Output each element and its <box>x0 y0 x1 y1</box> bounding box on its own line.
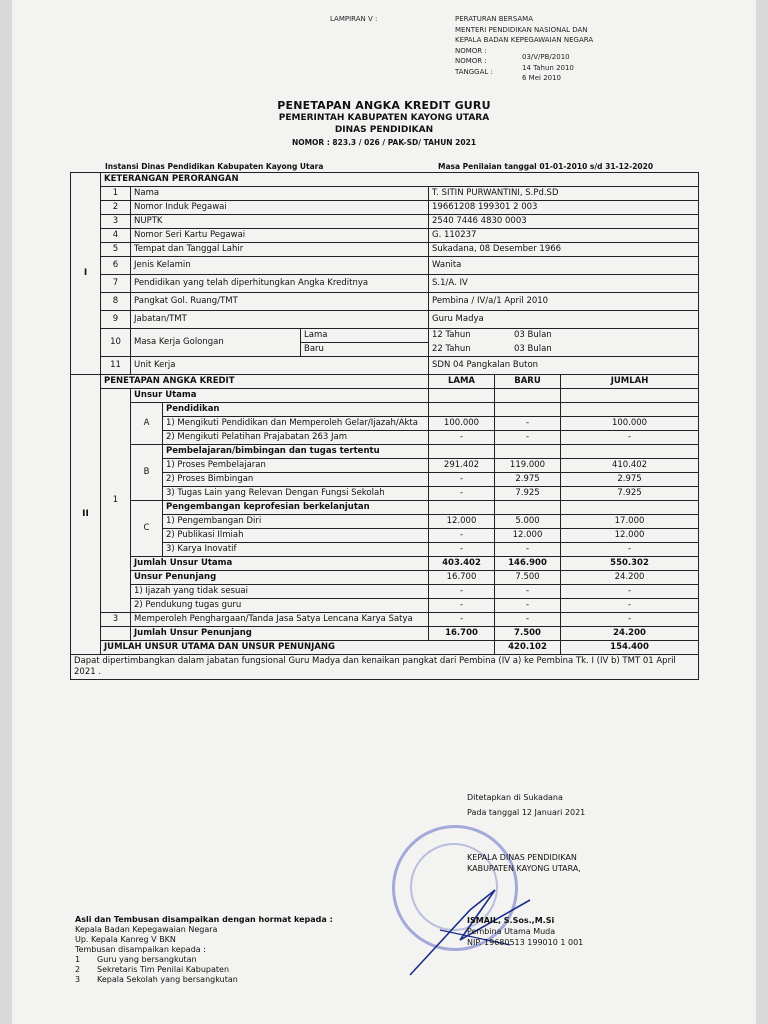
signer-name: ISMAIL, S.Sos.,M.Si <box>467 916 555 925</box>
table-row: 4 Nomor Seri Kartu Pegawai G. 110237 <box>71 229 699 243</box>
doc-number: NOMOR : 823.3 / 026 / PAK-SD/ TAHUN 2021 <box>291 138 477 147</box>
table-row-jumlah-utama: Jumlah Unsur Utama 403.402 146.900 550.302 <box>71 557 699 571</box>
section1-heading-row <box>71 173 699 187</box>
table-row: C Pengembangan keprofesian berkelanjutan <box>71 501 699 515</box>
table-row-note <box>71 655 699 680</box>
list-item: 1 Guru yang bersangkutan <box>75 955 197 964</box>
table-row: 2) Publikasi Ilmiah - 12.000 12.000 <box>71 529 699 543</box>
section1-heading: KETERANGAN PERORANGAN <box>101 173 699 187</box>
table-row: 2 Nomor Induk Pegawai 19661208 199301 2 003 <box>71 201 699 215</box>
doc-subtitle-dept: DINAS PENDIDIKAN <box>334 125 434 135</box>
sign-place: Ditetapkan di Sukadana <box>467 793 563 802</box>
table-row: 2) Proses Bimbingan - 2.975 2.975 <box>71 473 699 487</box>
table-row-masa-kerja-baru: Baru 22 Tahun 03 Bulan <box>71 343 699 357</box>
signer-nip: NIP. 19680513 199010 1 001 <box>467 938 584 947</box>
table-row-jumlah-penunjang: Jumlah Unsur Penunjang 16.700 7.500 24.200 <box>71 627 699 641</box>
table-row-masa-kerja-lama: 10 Masa Kerja Golongan Lama 12 Tahun 03 Bulan <box>71 329 699 343</box>
table-row: 8 Pangkat Gol. Ruang/TMT Pembina / IV/a/1 April 2010 <box>71 293 699 311</box>
table-row: 1) Proses Pembelajaran 291.402 119.000 410.402 <box>71 459 699 473</box>
doc-subtitle-gov: PEMERINTAH KABUPATEN KAYONG UTARA <box>278 113 490 123</box>
distribution-list: Asli dan Tembusan disampaikan dengan hormat kepada : Kepala Badan Kepegawaian Negara Up. Kepala Kanreg V BKN Tembusan disampaikan kepada : 1 Guru yang bersangkutan 2 Sekretaris Tim Penilai Kabupaten 3 Kepala Sekolah yang bersangkutan <box>75 915 333 984</box>
list-item: 3 Kepala Sekolah yang bersangkutan <box>75 975 238 984</box>
table-row: B Pembelajaran/bimbingan dan tugas tertentu <box>71 445 699 459</box>
table-row: 3 Memperoleh Penghargaan/Tanda Jasa Satya Lencana Karya Satya - - - <box>71 613 699 627</box>
regulation-values: 03/V/PB/2010 14 Tahun 2010 6 Mei 2010 <box>522 53 574 82</box>
regulation-labels: PERATURAN BERSAMA MENTERI PENDIDIKAN NASIONAL DAN KEPALA BADAN KEPEGAWAIAN NEGARA NOMOR : NOMOR : TANGGAL : <box>455 15 594 76</box>
table-row-penunjang: Unsur Penunjang 16.700 7.500 24.200 <box>71 571 699 585</box>
assessment-period: Masa Penilaian tanggal 01-01-2010 s/d 31-12-2020 <box>438 162 654 171</box>
instansi-label: Instansi Dinas Pendidikan Kabupaten Kayong Utara <box>105 162 324 171</box>
sign-date: Pada tanggal 12 Januari 2021 <box>467 808 586 817</box>
table-row: 1) Mengikuti Pendidikan dan Memperoleh Gelar/Ijazah/Akta 100.000 - 100.000 <box>71 417 699 431</box>
section2-heading-row: II PENETAPAN ANGKA KREDIT LAMA BARU JUMLAH <box>71 375 699 389</box>
table-row: 7 Pendidikan yang telah diperhitungkan Angka Kreditnya S.1/A. IV <box>71 275 699 293</box>
table-row: 1) Pengembangan Diri 12.000 5.000 17.000 <box>71 515 699 529</box>
doc-title: PENETAPAN ANGKA KREDIT GURU <box>277 99 491 112</box>
table-row: 11 Unit Kerja SDN 04 Pangkalan Buton <box>71 357 699 375</box>
table-row: 3) Karya Inovatif - - - <box>71 543 699 557</box>
table-row: 2) Pendukung tugas guru - - - <box>71 599 699 613</box>
list-item: 2 Sekretaris Tim Penilai Kabupaten <box>75 965 230 974</box>
table-row: 1 Nama T. SITIN PURWANTINI, S.Pd.SD <box>71 187 699 201</box>
decision-note: Dapat dipertimbangkan dalam jabatan fungsional Guru Madya dan kenaikan pangkat dari Pembina (IV a) ke Pembina Tk. I (IV b) TMT 01 April 2021 . <box>71 655 699 680</box>
table-row: 6 Jenis Kelamin Wanita <box>71 257 699 275</box>
signature-block <box>467 790 585 820</box>
table-row-grand-total: JUMLAH UNSUR UTAMA DAN UNSUR PENUNJANG 420.102 154.400 <box>71 641 699 655</box>
table-row: 3) Tugas Lain yang Relevan Dengan Fungsi Sekolah - 7.925 7.925 <box>71 487 699 501</box>
table-row: 1) Ijazah yang tidak sesuai - - - <box>71 585 699 599</box>
signer-office: KEPALA DINAS PENDIDIKAN KABUPATEN KAYONG UTARA, <box>467 853 581 873</box>
table-row: 9 Jabatan/TMT Guru Madya <box>71 311 699 329</box>
credit-table <box>70 172 699 680</box>
table-row: A Pendidikan <box>71 403 699 417</box>
section1-roman: I <box>71 173 101 375</box>
table-row: 3 NUPTK 2540 7446 4830 0003 <box>71 215 699 229</box>
table-row: 5 Tempat dan Tanggal Lahir Sukadana, 08 Desember 1966 <box>71 243 699 257</box>
signer-rank: Pembina Utama Muda <box>467 927 556 936</box>
table-row: 2) Mengikuti Pelatihan Prajabatan 263 Jam - - - <box>71 431 699 445</box>
table-row: 1 Unsur Utama <box>71 389 699 403</box>
section2-roman: II <box>71 375 101 655</box>
signer-identity <box>467 915 583 948</box>
lampiran-label: LAMPIRAN V : <box>330 15 378 23</box>
